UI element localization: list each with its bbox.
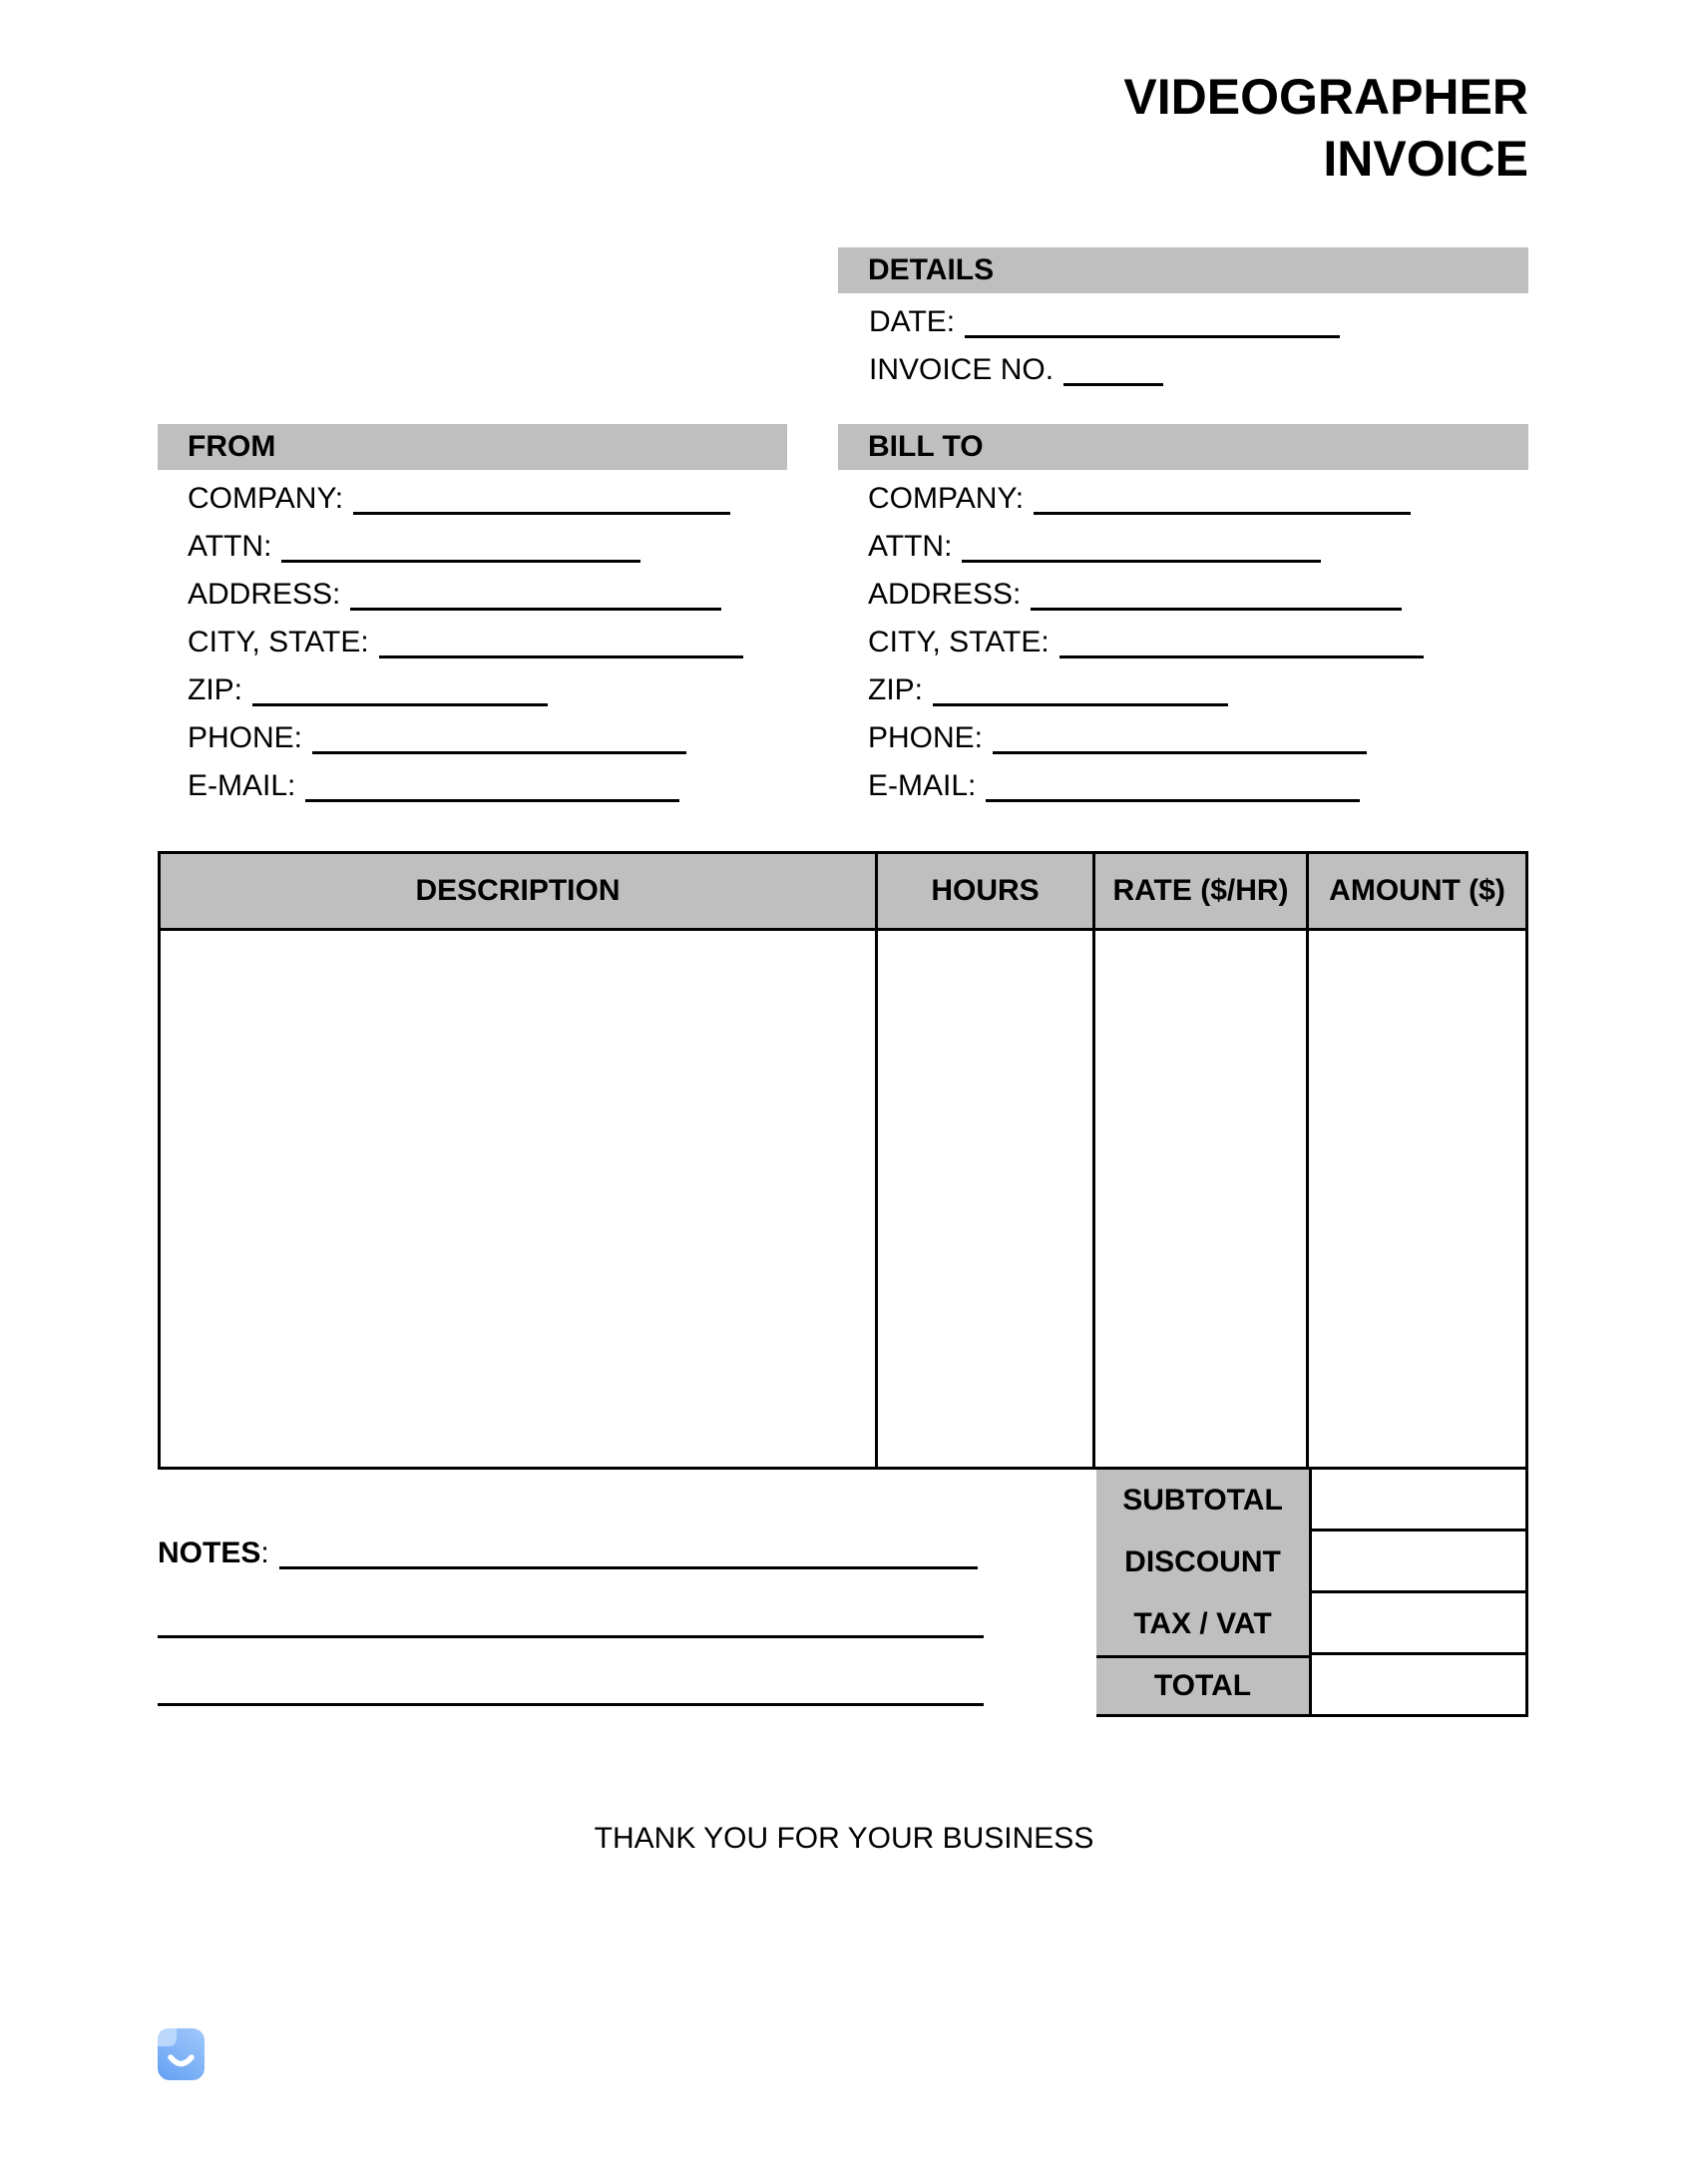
bill-zip-label: ZIP: (868, 673, 924, 706)
bill-zip-blank[interactable] (933, 703, 1228, 706)
bill-phone-label: PHONE: (868, 721, 984, 754)
from-header-bar (158, 424, 787, 470)
from-zip-field (158, 661, 787, 709)
notes-colon: : (260, 1536, 269, 1569)
from-address-blank[interactable] (350, 608, 721, 611)
bill-to-header: BILL TO (868, 430, 984, 463)
date-field (838, 293, 1528, 341)
smile-document-logo-icon (158, 2028, 205, 2080)
summary-labels-column (1096, 1470, 1309, 1717)
from-section (158, 424, 787, 805)
bill-email-blank[interactable] (986, 799, 1360, 802)
bill-address-blank[interactable] (1031, 608, 1402, 611)
from-city-state-field (158, 614, 787, 661)
bill-city-state-label: CITY, STATE: (868, 626, 1050, 658)
from-zip-blank[interactable] (252, 703, 548, 706)
bill-zip-field (838, 661, 1528, 709)
column-header-amount: AMOUNT ($) (1329, 874, 1505, 907)
notes-blank-line-3[interactable] (158, 1703, 984, 1706)
from-company-blank[interactable] (353, 512, 730, 515)
invoice-no-label: INVOICE NO. (869, 353, 1055, 386)
invoice-no-field (838, 341, 1528, 389)
from-email-blank[interactable] (305, 799, 679, 802)
bill-to-section (838, 424, 1528, 805)
from-address-label: ADDRESS: (188, 578, 341, 611)
bill-attn-blank[interactable] (962, 560, 1321, 563)
bill-city-state-blank[interactable] (1059, 655, 1424, 658)
details-header: DETAILS (868, 253, 995, 286)
invoice-no-blank[interactable] (1063, 383, 1163, 386)
from-phone-field (158, 709, 787, 757)
bill-company-label: COMPANY: (868, 482, 1025, 515)
table-header-row (161, 854, 1525, 931)
bill-attn-field (838, 518, 1528, 566)
column-header-description: DESCRIPTION (161, 854, 878, 928)
notes-field (158, 1525, 978, 1572)
bill-phone-field (838, 709, 1528, 757)
column-header-hours: HOURS (878, 854, 1095, 928)
summary-values-column (1309, 1470, 1528, 1717)
date-label: DATE: (869, 305, 956, 338)
bill-email-label: E-MAIL: (868, 769, 977, 802)
details-section (838, 247, 1528, 389)
bill-address-label: ADDRESS: (868, 578, 1022, 611)
details-header-bar (838, 247, 1528, 293)
bill-attn-label: ATTN: (868, 530, 953, 563)
tax-vat-value-cell[interactable] (1312, 1593, 1525, 1655)
from-email-field (158, 757, 787, 805)
from-phone-label: PHONE: (188, 721, 303, 754)
notes-label: NOTES (158, 1536, 261, 1569)
bill-address-field (838, 566, 1528, 614)
bill-to-header-bar (838, 424, 1528, 470)
from-zip-label: ZIP: (188, 673, 243, 706)
table-cell-description[interactable] (161, 931, 878, 1467)
thank-you-message: THANK YOU FOR YOUR BUSINESS (594, 1822, 1094, 1855)
from-attn-blank[interactable] (281, 560, 640, 563)
from-attn-field (158, 518, 787, 566)
page-title (1123, 66, 1528, 190)
line-items-table (158, 851, 1528, 1470)
from-city-state-blank[interactable] (379, 655, 743, 658)
table-body-row (161, 931, 1525, 1467)
bill-company-field (838, 470, 1528, 518)
date-blank[interactable] (965, 335, 1340, 338)
discount-value-cell[interactable] (1312, 1531, 1525, 1593)
bill-phone-blank[interactable] (993, 751, 1367, 754)
table-cell-amount[interactable] (1309, 931, 1525, 1467)
from-city-state-label: CITY, STATE: (188, 626, 369, 658)
subtotal-label: SUBTOTAL (1122, 1484, 1283, 1517)
notes-blank-line-2[interactable] (158, 1635, 984, 1638)
bill-company-blank[interactable] (1034, 512, 1411, 515)
bill-city-state-field (838, 614, 1528, 661)
subtotal-value-cell[interactable] (1312, 1470, 1525, 1531)
discount-label: DISCOUNT (1124, 1545, 1281, 1578)
notes-blank-line-1[interactable] (279, 1566, 978, 1569)
page-title-line1: VIDEOGRAPHER (1123, 69, 1528, 125)
page-title-line2: INVOICE (1323, 131, 1528, 187)
from-header: FROM (188, 430, 276, 463)
from-attn-label: ATTN: (188, 530, 272, 563)
from-phone-blank[interactable] (312, 751, 686, 754)
total-label: TOTAL (1096, 1655, 1309, 1717)
from-company-field (158, 470, 787, 518)
from-address-field (158, 566, 787, 614)
total-value-cell[interactable] (1312, 1655, 1525, 1717)
table-cell-hours[interactable] (878, 931, 1095, 1467)
column-header-rate: RATE ($/HR) (1095, 854, 1309, 928)
bill-email-field (838, 757, 1528, 805)
from-email-label: E-MAIL: (188, 769, 296, 802)
tax-vat-label: TAX / VAT (1133, 1607, 1272, 1640)
from-company-label: COMPANY: (188, 482, 344, 515)
table-cell-rate[interactable] (1095, 931, 1309, 1467)
